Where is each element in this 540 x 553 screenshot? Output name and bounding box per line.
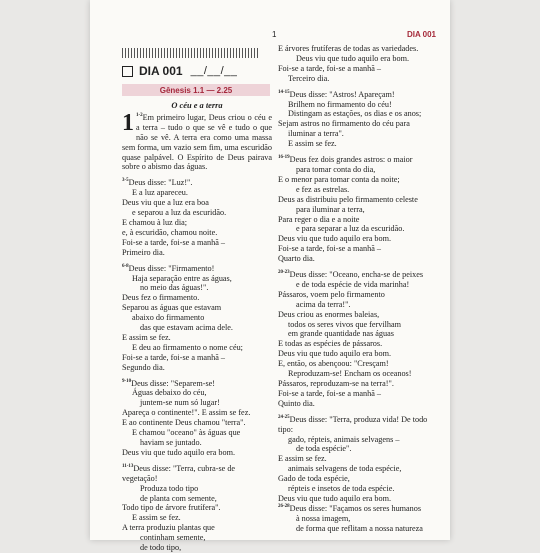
verse-number: 16-19 xyxy=(278,155,290,161)
date-blanks: __/__/__ xyxy=(190,65,238,77)
verse-line: no meio das águas!". xyxy=(140,283,209,293)
verse-line: e de toda espécie de vida marinha! xyxy=(296,279,410,289)
verse-number: 20-23 xyxy=(278,270,290,276)
verse-line: $^{14-15}$Deus disse: "Astros! Apareçam! xyxy=(278,89,395,99)
verse-line: continham semente, xyxy=(140,533,206,543)
verse-line: $^{26-28}$Deus disse: "Façamos os seres humanos xyxy=(278,503,422,513)
verse-line: E árvores frutíferas de todas as variedades. xyxy=(278,44,419,53)
reading-reference: Gênesis 1.1 — 2.25 xyxy=(122,84,270,96)
verse-line: Pássaros, reproduzam-se na terra!". xyxy=(278,379,394,388)
verse-3-5 xyxy=(122,178,272,257)
verse-line: $^{20-23}$Deus disse: "Oceano, encha-se de peixes xyxy=(278,270,424,280)
bible-page xyxy=(90,0,450,553)
verse-line: à nossa imagem, xyxy=(296,513,351,523)
verse-line: animais selvagens de toda espécie, xyxy=(288,464,402,474)
verse-line: E ao continente Deus chamou "terra". xyxy=(122,418,246,428)
verse-line: Águas debaixo do céu, xyxy=(132,388,207,398)
verse-line: E todas as espécies de pássaros. xyxy=(278,339,383,349)
section-title: O céu e a terra xyxy=(171,101,223,110)
verse-number: 1-2 xyxy=(136,112,143,118)
verse-line: Deus viu que tudo aquilo era bom. xyxy=(278,493,392,503)
verse-line: de planta com semente, xyxy=(140,493,217,503)
decorative-hatch-bar xyxy=(122,48,260,58)
verse-number: 3-5 xyxy=(122,178,129,184)
verse-line: Quinto dia. xyxy=(278,398,315,408)
verse-line: em grande quantidade nas águas xyxy=(288,329,394,339)
verse-line: A terra produziu plantas que xyxy=(122,523,215,533)
verse-line: E a luz apareceu. xyxy=(132,188,188,198)
verse-text: Em primeiro lugar, Deus criou o céu e a terra – tudo o que se vê e tudo o que não se vê. A terra era como uma massa sem forma, um vazio sem fim, uma escuridão quase palpável. O Espírito de Deus pairava sobre o abismo das águas. xyxy=(122,112,272,172)
verse-line: Separou as águas que estavam xyxy=(122,303,222,313)
verse-line: $^{3-5}$Deus disse: "Luz!". xyxy=(122,178,193,188)
verse-line: $^{24-25}$Deus disse: "Terra, produza vida! De todo tipo: xyxy=(278,414,428,434)
verse-line: E assim se fez. xyxy=(288,139,337,149)
right-column xyxy=(278,44,434,534)
verse-line: haviam se juntado. xyxy=(140,438,202,447)
verse-11-13 xyxy=(122,464,272,553)
verse-line: abaixo do firmamento xyxy=(132,313,205,323)
verse-line: Deus viu que tudo aquilo era bom. xyxy=(278,234,392,244)
verse-line: E assim se fez. xyxy=(122,332,171,342)
verse-number: 11-13 xyxy=(122,463,134,469)
verse-line: Produza todo tipo xyxy=(140,483,199,493)
verse-9-10 xyxy=(122,379,272,458)
verse-number: 26-28 xyxy=(278,503,290,509)
verse-line: Reproduzam-se! Encham os oceanos! xyxy=(288,369,412,379)
verse-line: E o menor para tomar conta da noite; xyxy=(278,174,400,184)
verse-line: Haja separação entre as águas, xyxy=(132,273,232,283)
page-number: 1 xyxy=(272,30,277,39)
verse-number: 14-15 xyxy=(278,89,290,95)
day-title: DIA 001 xyxy=(139,64,183,78)
verse-line: para tomar conta do dia, xyxy=(296,164,376,174)
verse-14-15 xyxy=(278,90,434,149)
verse-number: 9-10 xyxy=(122,378,132,384)
verse-line: e, à escuridão, chamou noite. xyxy=(122,227,218,237)
verse-line: Segundo dia. xyxy=(122,362,165,372)
verse-continuation xyxy=(278,44,434,84)
verse-line: Deus viu que tudo aquilo era bom. xyxy=(278,349,392,359)
verse-line: iluminar a terra". xyxy=(288,129,344,139)
verse-24-25 xyxy=(278,415,434,534)
day-checkbox-row xyxy=(122,62,268,80)
verse-line: Foi-se a tarde, foi-se a manhã – xyxy=(122,352,225,362)
verse-line: E assim se fez. xyxy=(278,454,327,464)
verse-line: Todo tipo de árvore frutífera". xyxy=(122,503,221,513)
verse-line: para iluminar a terra, xyxy=(296,204,365,214)
verse-line: E chamou "oceano" às águas que xyxy=(132,428,241,438)
verse-line: de forma que reflitam a nossa natureza xyxy=(296,523,423,533)
verse-line: Deus criou as enormes baleias, xyxy=(278,309,380,319)
verse-line: Deus viu que tudo aquilo era bom. xyxy=(122,447,236,457)
running-header-day: DIA 001 xyxy=(406,30,436,39)
verse-line: E chamou à luz dia; xyxy=(122,217,188,227)
verse-line: E deu ao firmamento o nome céu; xyxy=(132,342,243,352)
verse-line: Distingam as estações, os dias e os anos; xyxy=(288,109,422,119)
verse-line: acima da terra!". xyxy=(296,299,351,309)
verse-line: e fez as estrelas. xyxy=(296,184,350,194)
chapter-drop-cap: 1 xyxy=(122,109,134,136)
verse-line: Terceiro dia. xyxy=(288,73,330,83)
verse-line: E, então, os abençoou: "Cresçam! xyxy=(278,359,389,369)
verse-line: Deus fez o firmamento. xyxy=(122,293,200,303)
verse-number: 6-8 xyxy=(122,263,129,269)
verse-line: de toda espécie". xyxy=(296,444,352,454)
verse-line: gado, répteis, animais selvagens – xyxy=(288,434,400,444)
verse-line: juntem-se num só lugar! xyxy=(140,398,220,408)
verse-16-19 xyxy=(278,155,434,264)
verse-line: Foi-se a tarde, foi-se a manhã – xyxy=(278,63,381,73)
verse-line: $^{6-8}$Deus disse: "Firmamento! xyxy=(122,263,215,273)
verse-number: 24-25 xyxy=(278,414,290,420)
verse-line: $^{11-13}$Deus disse: "Terra, cubra-se de vegetação! xyxy=(122,463,236,483)
verse-line: Deus viu que tudo aquilo era bom. xyxy=(296,53,410,63)
verse-line: E assim se fez. xyxy=(132,513,181,523)
verse-line: Pássaros, voem pelo firmamento xyxy=(278,289,385,299)
verse-line: e para separar a luz da escuridão. xyxy=(296,224,405,234)
verse-line: $^{9-10}$Deus disse: "Separem-se! xyxy=(122,378,216,388)
verse-line: Para reger o dia e a noite xyxy=(278,214,360,224)
verse-line: Deus as distribuiu pelo firmamento celeste xyxy=(278,194,418,204)
verse-line: das que estavam acima dele. xyxy=(140,323,233,333)
verse-line: répteis e insetos de toda espécie. xyxy=(288,484,395,494)
verse-line: Primeiro dia. xyxy=(122,247,165,257)
verse-6-8 xyxy=(122,264,272,373)
verse-1-2 xyxy=(122,109,272,172)
verse-line: Quarto dia. xyxy=(278,254,315,264)
verse-line: e separou a luz da escuridão. xyxy=(132,208,227,218)
checkbox-icon[interactable] xyxy=(122,66,133,77)
verse-line: Brilhem no firmamento do céu! xyxy=(288,99,392,109)
verse-line: Gado de toda espécie, xyxy=(278,474,350,484)
verse-line: Foi-se a tarde, foi-se a manhã – xyxy=(278,244,381,254)
verse-line: Foi-se a tarde, foi-se a manhã – xyxy=(122,237,225,247)
verse-line: Sejam astros no firmamento do céu para xyxy=(278,119,410,129)
verse-line: Deus viu que a luz era boa xyxy=(122,198,209,208)
verse-20-23 xyxy=(278,270,434,409)
verse-line: todos os seres vivos que fervilham xyxy=(288,319,402,329)
verse-line: de todo tipo, xyxy=(140,543,182,553)
verse-line: Apareça o continente!". E assim se fez. xyxy=(122,408,251,418)
verse-line: $^{16-19}$Deus fez dois grandes astros: o maior xyxy=(278,155,413,165)
left-column xyxy=(122,101,272,553)
verse-line: Foi-se a tarde, foi-se a manhã – xyxy=(278,388,381,398)
